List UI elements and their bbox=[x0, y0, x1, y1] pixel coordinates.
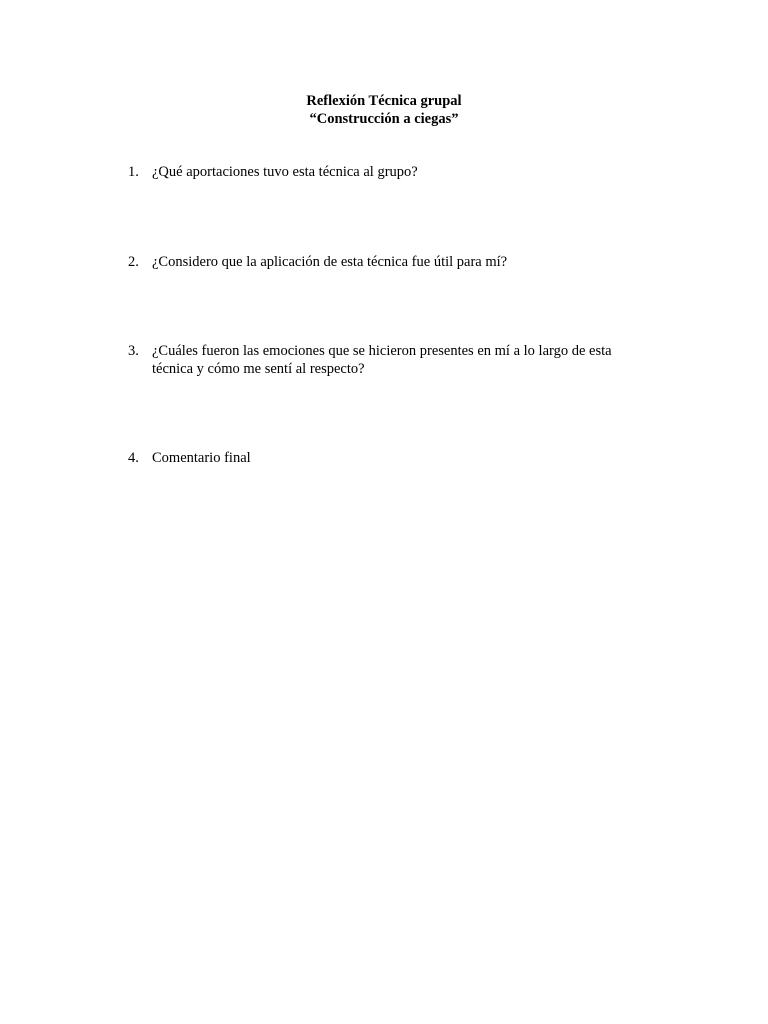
question-item-2 bbox=[128, 253, 648, 271]
document-subtitle: “Construcción a ciegas” bbox=[309, 111, 459, 127]
question-number: 3. bbox=[128, 343, 139, 359]
question-item-4 bbox=[128, 449, 648, 467]
question-text: ¿Qué aportaciones tuvo esta técnica al grupo? bbox=[152, 164, 418, 180]
question-number: 2. bbox=[128, 254, 139, 270]
question-text: ¿Considero que la aplicación de esta técnica fue útil para mí? bbox=[152, 254, 508, 270]
document-heading bbox=[0, 92, 768, 128]
document-title: Reflexión Técnica grupal bbox=[306, 93, 462, 109]
question-number: 1. bbox=[128, 164, 139, 180]
question-text: Comentario final bbox=[152, 450, 251, 466]
question-text: ¿Cuáles fueron las emociones que se hicieron presentes en mí a lo largo de esta técnica y cómo me sentí al respecto? bbox=[152, 343, 612, 377]
question-item-1 bbox=[128, 163, 648, 181]
question-item-3 bbox=[128, 342, 648, 378]
question-number: 4. bbox=[128, 450, 139, 466]
